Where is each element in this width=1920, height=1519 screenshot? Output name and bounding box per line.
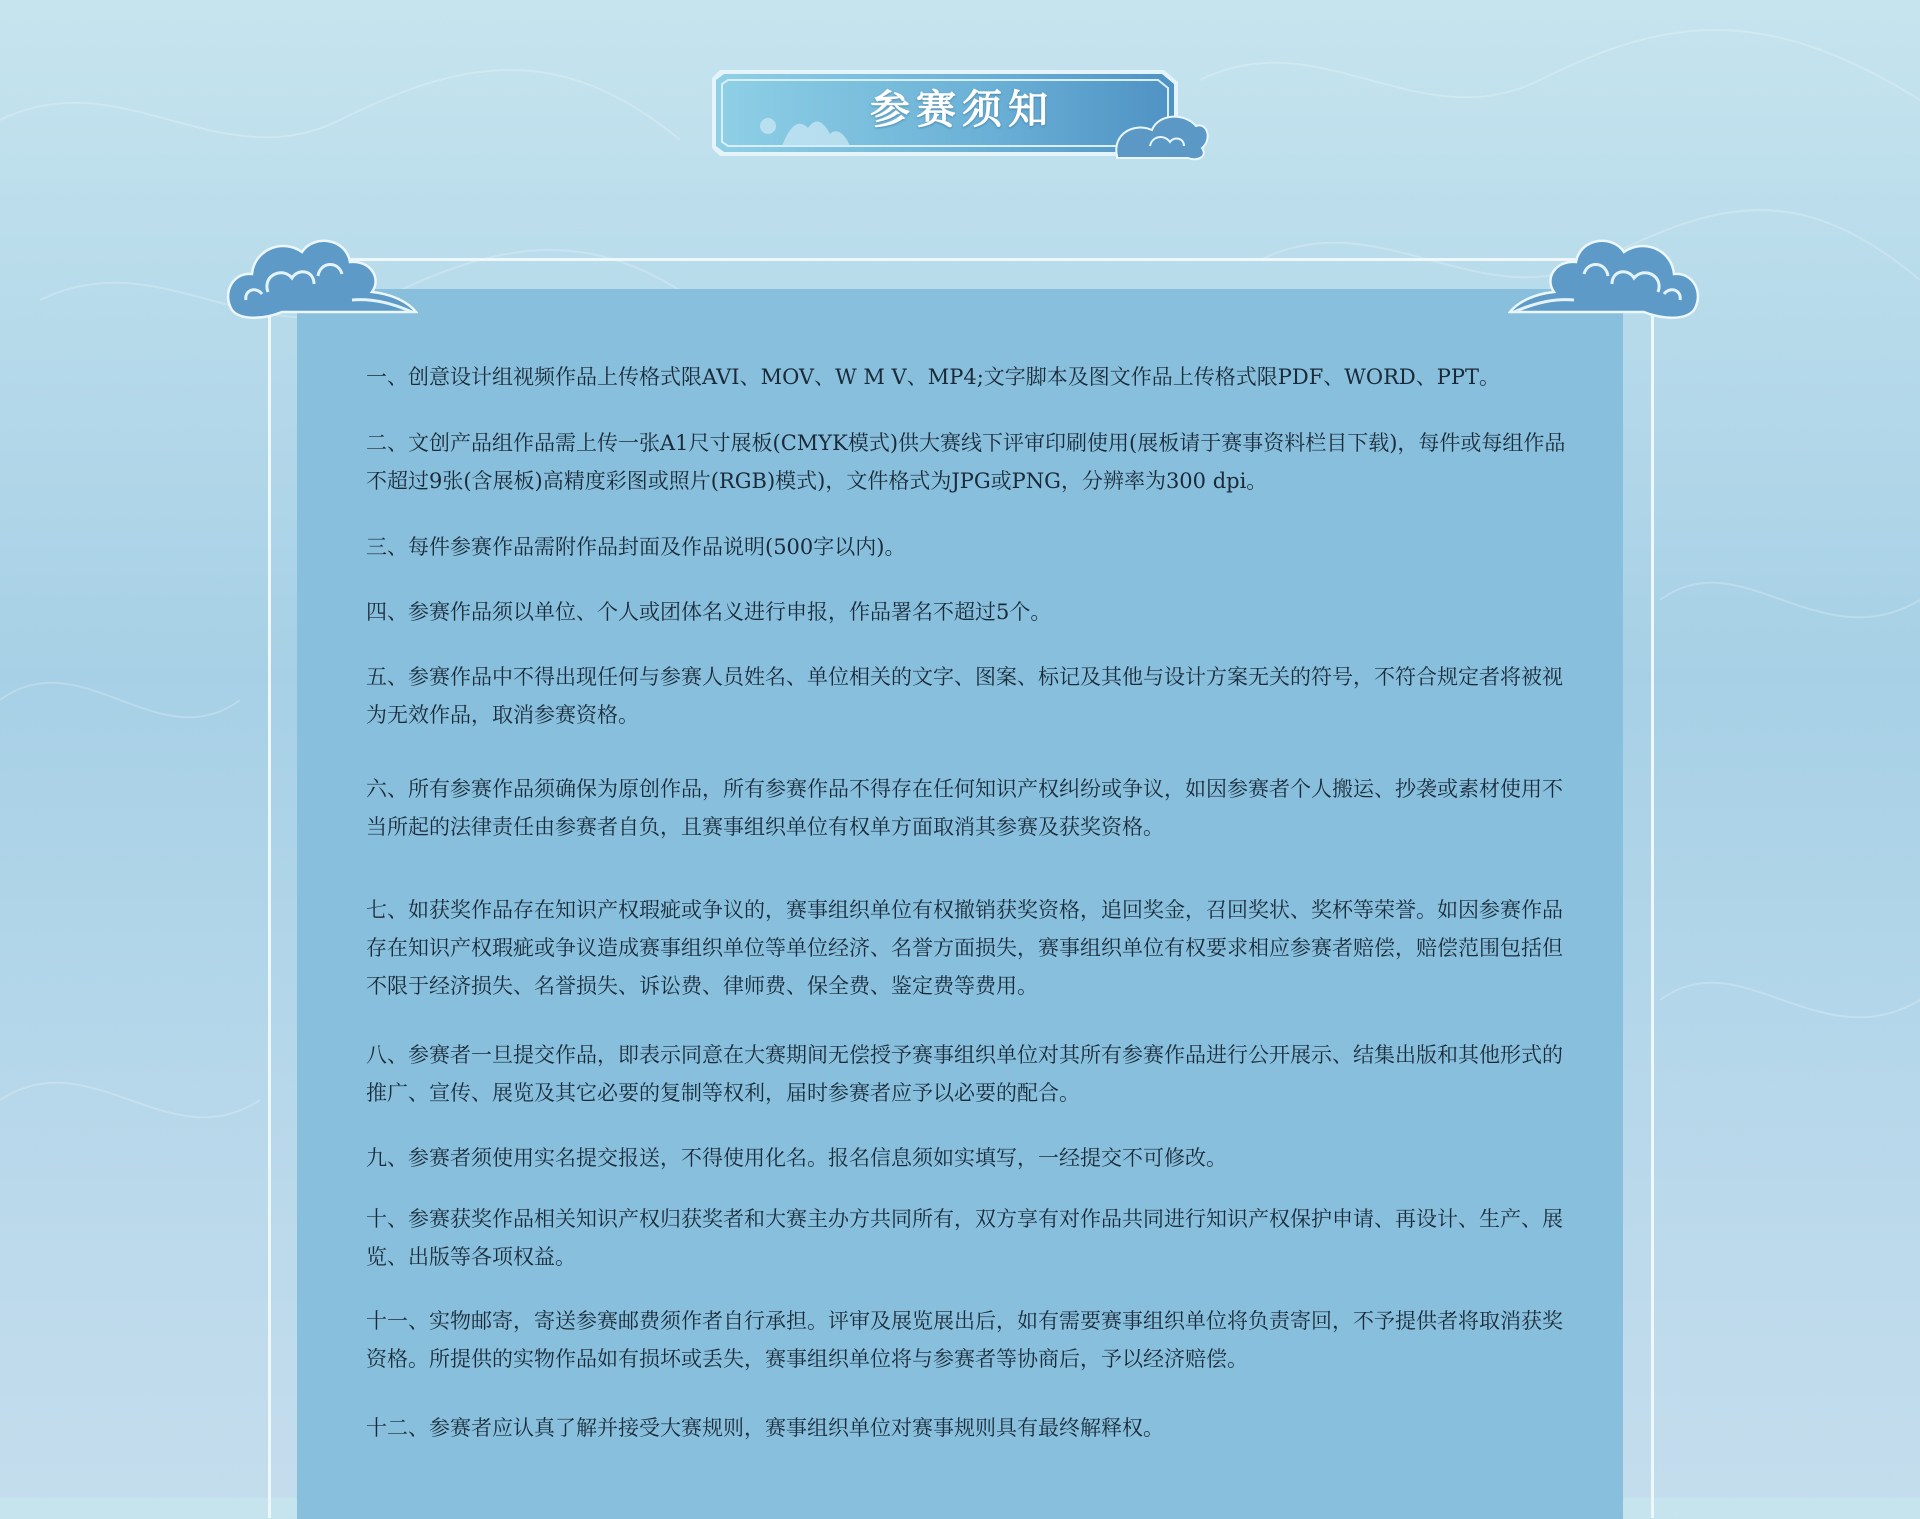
page-title: 参赛须知: [870, 87, 1054, 133]
notice-item-12: 十二、参赛者应认真了解并接受大赛规则，赛事组织单位对赛事规则具有最终解释权。: [366, 1416, 1164, 1440]
notice-item-7: 七、如获奖作品存在知识产权瑕疵或争议的，赛事组织单位有权撤销获奖资格，追回奖金，召回奖状、奖杯等荣誉。如因参赛作品存在知识产权瑕疵或争议造成赛事组织单位等单位经济、名誉方面损失，赛事组织单位有权要求相应参赛者赔偿，赔偿范围包括但不限于经济损失、名誉损失、诉讼费、律师费、保全费、鉴定费等费用。: [366, 898, 1563, 998]
notice-item-4: 四、参赛作品须以单位、个人或团体名义进行申报，作品署名不超过5个。: [366, 600, 1052, 624]
notice-item-11: 十一、实物邮寄，寄送参赛邮费须作者自行承担。评审及展览展出后，如有需要赛事组织单位将负责寄回，不予提供者将取消获奖资格。所提供的实物作品如有损坏或丢失，赛事组织单位将与参赛者等协商后，予以经济赔偿。: [366, 1309, 1563, 1371]
notice-item-5: 五、参赛作品中不得出现任何与参赛人员姓名、单位相关的文字、图案、标记及其他与设计方案无关的符号，不符合规定者将被视为无效作品，取消参赛资格。: [366, 665, 1563, 727]
notice-item-6: 六、所有参赛作品须确保为原创作品，所有参赛作品不得存在任何知识产权纠纷或争议，如因参赛者个人搬运、抄袭或素材使用不当所起的法律责任由参赛者自负，且赛事组织单位有权单方面取消其参赛及获奖资格。: [366, 777, 1563, 839]
auspicious-cloud-icon: [1508, 220, 1704, 324]
notice-item-9: 九、参赛者须使用实名提交报送，不得使用化名。报名信息须如实填写，一经提交不可修改。: [366, 1146, 1227, 1170]
auspicious-cloud-icon: [222, 220, 418, 324]
title-banner: [712, 56, 1212, 162]
notice-item-1: 一、创意设计组视频作品上传格式限AVI、MOV、W M V、MP4;文字脚本及图文作品上传格式限PDF、WORD、PPT。: [366, 365, 1501, 389]
notice-item-3: 三、每件参赛作品需附作品封面及作品说明(500字以内)。: [366, 535, 906, 559]
notice-item-10: 十、参赛获奖作品相关知识产权归获奖者和大赛主办方共同所有，双方享有对作品共同进行知识产权保护申请、再设计、生产、展览、出版等各项权益。: [366, 1207, 1563, 1269]
notice-item-8: 八、参赛者一旦提交作品，即表示同意在大赛期间无偿授予赛事组织单位对其所有参赛作品进行公开展示、结集出版和其他形式的推广、宣传、展览及其它必要的复制等权利，届时参赛者应予以必要的配合。: [366, 1043, 1563, 1105]
notice-item-2: 二、文创产品组作品需上传一张A1尺寸展板(CMYK模式)供大赛线下评审印刷使用(展板请于赛事资料栏目下载)，每件或每组作品不超过9张(含展板)高精度彩图或照片(RGB)模式)，文件格式为JPG或PNG，分辨率为300 dpi。: [366, 431, 1566, 493]
